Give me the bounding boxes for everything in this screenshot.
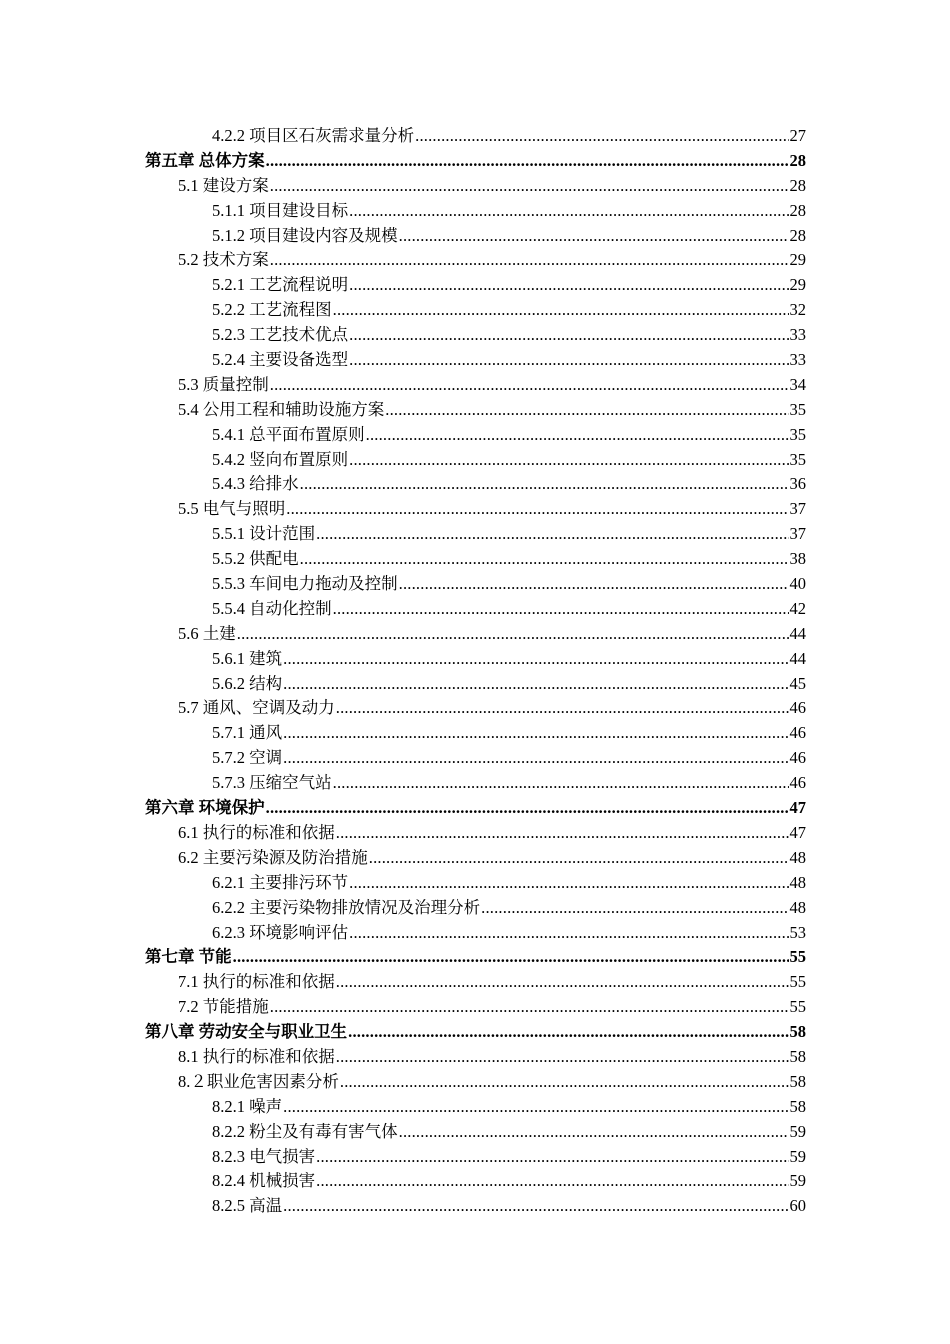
toc-page-number: 29 <box>789 250 806 270</box>
toc-dot-leader <box>399 224 789 249</box>
toc-entry-label: 5.4.1 总平面布置原则 <box>212 424 365 444</box>
toc-entry[interactable] <box>145 995 806 1020</box>
toc-entry[interactable] <box>145 622 806 647</box>
toc-dot-leader <box>481 896 788 921</box>
toc-entry[interactable] <box>145 896 806 921</box>
toc-page-number: 37 <box>789 499 806 519</box>
toc-entry-label: 8.2.4 机械损害 <box>212 1171 316 1191</box>
toc-entry-label: 5.5.3 车间电力拖动及控制 <box>212 574 398 594</box>
toc-dot-leader <box>399 1120 789 1145</box>
toc-entry[interactable] <box>145 771 806 796</box>
toc-entry-label: 6.2 主要污染源及防治措施 <box>178 847 368 867</box>
toc-page-number: 47 <box>789 798 806 818</box>
toc-page-number: 28 <box>789 200 806 220</box>
toc-entry[interactable] <box>145 572 806 597</box>
toc-entry[interactable] <box>145 821 806 846</box>
toc-dot-leader <box>349 273 788 298</box>
toc-dot-leader <box>349 921 788 946</box>
toc-page-number: 48 <box>789 897 806 917</box>
toc-page-number: 40 <box>789 574 806 594</box>
toc-dot-leader <box>399 572 789 597</box>
toc-entry-label: 5.2.1 工艺流程说明 <box>212 275 349 295</box>
toc-dot-leader <box>369 846 789 871</box>
toc-entry[interactable] <box>145 921 806 946</box>
toc-entry[interactable] <box>145 373 806 398</box>
toc-entry-label: 5.1.1 项目建设目标 <box>212 200 349 220</box>
toc-dot-leader <box>266 149 789 174</box>
toc-entry[interactable] <box>145 448 806 473</box>
toc-entry-label: 4.2.2 项目区石灰需求量分析 <box>212 126 415 145</box>
toc-entry[interactable] <box>145 1169 806 1194</box>
toc-dot-leader <box>336 1045 789 1070</box>
toc-entry-label: 5.4.3 给排水 <box>212 474 299 494</box>
toc-chapter-entry[interactable] <box>145 149 806 174</box>
toc-page-number: 29 <box>789 275 806 295</box>
toc-entry-label: 8.２职业危害因素分析 <box>178 1071 339 1091</box>
toc-dot-leader <box>349 348 788 373</box>
toc-entry[interactable] <box>145 1194 806 1219</box>
toc-chapter-entry[interactable] <box>145 796 806 821</box>
toc-entry[interactable] <box>145 497 806 522</box>
toc-entry-label: 8.2.5 高温 <box>212 1196 283 1216</box>
toc-dot-leader <box>283 672 788 697</box>
toc-entry-label: 5.3 质量控制 <box>178 374 269 394</box>
toc-entry[interactable] <box>145 647 806 672</box>
toc-entry-label: 5.4 公用工程和辅助设施方案 <box>178 399 385 419</box>
toc-dot-leader <box>349 323 788 348</box>
toc-entry-label: 5.2.4 主要设备选型 <box>212 350 349 370</box>
toc-page-number: 28 <box>789 150 806 170</box>
toc-page-number: 33 <box>789 350 806 370</box>
toc-dot-leader <box>237 622 789 647</box>
toc-entry-label: 5.2.2 工艺流程图 <box>212 300 332 320</box>
toc-entry-label: 5.4.2 竖向布置原则 <box>212 449 349 469</box>
toc-entry-label: 第五章 总体方案 <box>145 150 265 170</box>
toc-entry[interactable] <box>145 696 806 721</box>
toc-entry-label: 6.2.2 主要污染物排放情况及治理分析 <box>212 897 481 917</box>
toc-entry-label: 5.1.2 项目建设内容及规模 <box>212 225 398 245</box>
toc-page-number: 33 <box>789 325 806 345</box>
toc-entry-label: 5.7.1 通风 <box>212 723 283 743</box>
toc-page-number: 37 <box>789 524 806 544</box>
toc-dot-leader <box>349 199 788 224</box>
toc-entry-label: 5.5 电气与照明 <box>178 499 286 519</box>
toc-entry[interactable] <box>145 472 806 497</box>
table-of-contents <box>145 124 806 1219</box>
toc-entry-label: 第六章 环境保护 <box>145 798 265 818</box>
toc-entry-label: 5.5.4 自动化控制 <box>212 598 332 618</box>
toc-page-number: 28 <box>789 225 806 245</box>
toc-entry[interactable] <box>145 746 806 771</box>
toc-dot-leader <box>349 871 788 896</box>
toc-chapter-entry[interactable] <box>145 1020 806 1045</box>
toc-page-number: 46 <box>789 748 806 768</box>
toc-dot-leader <box>333 771 789 796</box>
toc-page-number: 48 <box>789 847 806 867</box>
toc-dot-leader <box>333 597 789 622</box>
toc-entry-label: 5.6 土建 <box>178 623 236 643</box>
toc-dot-leader <box>286 497 788 522</box>
toc-page-number: 42 <box>789 598 806 618</box>
toc-page-number: 59 <box>789 1171 806 1191</box>
toc-dot-leader <box>336 970 789 995</box>
toc-page-number: 59 <box>789 1146 806 1166</box>
toc-entry[interactable] <box>145 199 806 224</box>
toc-dot-leader <box>336 696 789 721</box>
toc-entry[interactable] <box>145 323 806 348</box>
toc-page-number: 45 <box>789 673 806 693</box>
toc-page-number: 32 <box>789 300 806 320</box>
toc-entry-label: 5.7.2 空调 <box>212 748 283 768</box>
toc-entry[interactable] <box>145 1145 806 1170</box>
toc-chapter-entry[interactable] <box>145 945 806 970</box>
toc-page-number: 27 <box>789 126 806 145</box>
toc-entry[interactable] <box>145 1045 806 1070</box>
toc-entry-label: 第七章 节能 <box>145 947 232 967</box>
toc-entry-label: 5.1 建设方案 <box>178 175 269 195</box>
toc-entry-label: 8.2.3 电气损害 <box>212 1146 316 1166</box>
toc-entry[interactable] <box>145 846 806 871</box>
toc-dot-leader <box>283 647 788 672</box>
toc-page-number: 58 <box>789 1096 806 1116</box>
toc-dot-leader <box>270 248 789 273</box>
toc-page-number: 60 <box>789 1196 806 1216</box>
toc-dot-leader <box>340 1070 789 1095</box>
toc-page-number: 55 <box>789 947 806 967</box>
toc-entry[interactable] <box>145 174 806 199</box>
toc-page-number: 35 <box>789 424 806 444</box>
toc-page-number: 44 <box>789 648 806 668</box>
toc-page-number: 36 <box>789 474 806 494</box>
toc-entry[interactable] <box>145 124 806 149</box>
toc-page-number: 55 <box>789 972 806 992</box>
toc-entry[interactable] <box>145 273 806 298</box>
toc-entry-label: 5.2.3 工艺技术优点 <box>212 325 349 345</box>
toc-entry[interactable] <box>145 298 806 323</box>
toc-page-number: 58 <box>789 1022 806 1042</box>
toc-dot-leader <box>270 174 789 199</box>
toc-dot-leader <box>333 298 789 323</box>
toc-entry-label: 5.7.3 压缩空气站 <box>212 773 332 793</box>
toc-entry-label: 8.2.1 噪声 <box>212 1096 283 1116</box>
toc-entry-label: 5.5.2 供配电 <box>212 549 299 569</box>
toc-dot-leader <box>415 124 788 149</box>
toc-entry[interactable] <box>145 423 806 448</box>
toc-page-number: 47 <box>789 822 806 842</box>
toc-dot-leader <box>316 1145 788 1170</box>
toc-dot-leader <box>300 547 789 572</box>
toc-dot-leader <box>283 721 788 746</box>
toc-page-number: 46 <box>789 773 806 793</box>
toc-page-number: 53 <box>789 922 806 942</box>
toc-dot-leader <box>266 796 789 821</box>
toc-dot-leader <box>349 448 788 473</box>
toc-entry-label: 7.2 节能措施 <box>178 997 269 1017</box>
toc-entry[interactable] <box>145 597 806 622</box>
toc-dot-leader <box>385 398 788 423</box>
toc-dot-leader <box>366 423 789 448</box>
toc-page-number: 46 <box>789 723 806 743</box>
toc-dot-leader <box>233 945 789 970</box>
toc-entry-label: 8.1 执行的标准和依据 <box>178 1046 335 1066</box>
toc-page-number: 35 <box>789 399 806 419</box>
toc-dot-leader <box>316 1169 788 1194</box>
toc-dot-leader <box>270 995 789 1020</box>
toc-entry-label: 6.2.1 主要排污环节 <box>212 872 349 892</box>
toc-entry[interactable] <box>145 1120 806 1145</box>
toc-entry-label: 5.2 技术方案 <box>178 250 269 270</box>
toc-dot-leader <box>336 821 789 846</box>
toc-page-number: 58 <box>789 1071 806 1091</box>
toc-entry[interactable] <box>145 522 806 547</box>
toc-entry-label: 5.6.2 结构 <box>212 673 283 693</box>
toc-entry-label: 5.5.1 设计范围 <box>212 524 316 544</box>
toc-page-number: 58 <box>789 1046 806 1066</box>
toc-page-number: 46 <box>789 698 806 718</box>
toc-dot-leader <box>316 522 788 547</box>
toc-page-number: 48 <box>789 872 806 892</box>
toc-entry[interactable] <box>145 248 806 273</box>
toc-page-number: 44 <box>789 623 806 643</box>
toc-entry-label: 7.1 执行的标准和依据 <box>178 972 335 992</box>
toc-entry[interactable] <box>145 224 806 249</box>
toc-page-number: 34 <box>789 374 806 394</box>
toc-dot-leader <box>283 1095 788 1120</box>
toc-entry[interactable] <box>145 547 806 572</box>
toc-entry-label: 6.1 执行的标准和依据 <box>178 822 335 842</box>
toc-page-number: 28 <box>789 175 806 195</box>
toc-dot-leader <box>283 746 788 771</box>
toc-entry[interactable] <box>145 398 806 423</box>
toc-entry-label: 6.2.3 环境影响评估 <box>212 922 349 942</box>
toc-entry[interactable] <box>145 871 806 896</box>
toc-dot-leader <box>300 472 789 497</box>
toc-entry[interactable] <box>145 1095 806 1120</box>
toc-entry[interactable] <box>145 1070 806 1095</box>
toc-entry-label: 5.6.1 建筑 <box>212 648 283 668</box>
toc-entry-label: 5.7 通风、空调及动力 <box>178 698 335 718</box>
toc-entry[interactable] <box>145 672 806 697</box>
toc-page-number: 59 <box>789 1121 806 1141</box>
toc-page-number: 38 <box>789 549 806 569</box>
toc-entry-label: 第八章 劳动安全与职业卫生 <box>145 1022 348 1042</box>
toc-entry-label: 8.2.2 粉尘及有毒有害气体 <box>212 1121 398 1141</box>
toc-dot-leader <box>348 1020 788 1045</box>
toc-entry[interactable] <box>145 721 806 746</box>
toc-dot-leader <box>270 373 789 398</box>
toc-entry[interactable] <box>145 348 806 373</box>
toc-entry[interactable] <box>145 970 806 995</box>
toc-page-number: 35 <box>789 449 806 469</box>
toc-dot-leader <box>283 1194 788 1219</box>
toc-page-number: 55 <box>789 997 806 1017</box>
